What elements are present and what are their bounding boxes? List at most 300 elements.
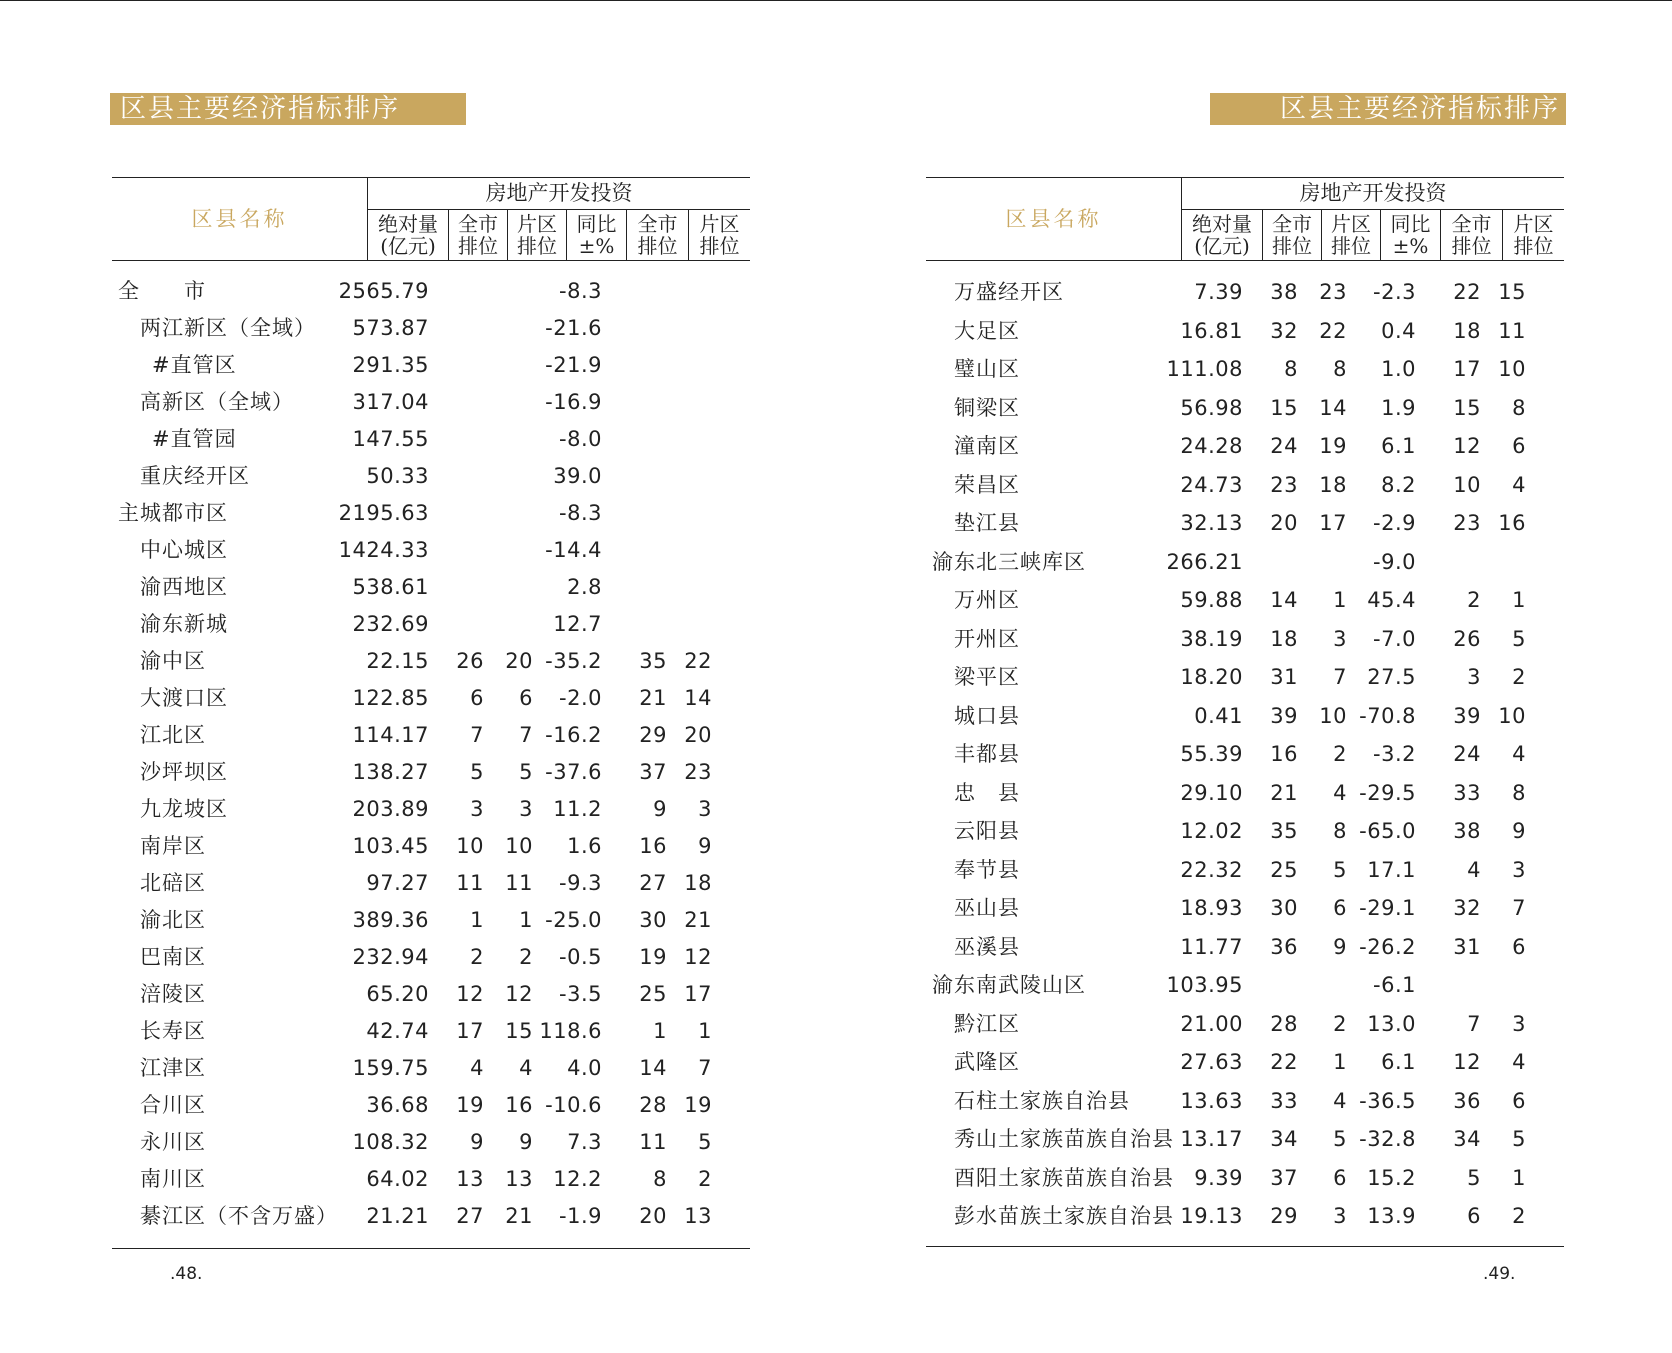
- table-row: [112, 495, 750, 532]
- zone-rank-cell: 9: [519, 1130, 533, 1154]
- district-name-cell: 璧山区: [954, 357, 1020, 381]
- yoy-zone-rank-cell: 1: [1512, 1165, 1526, 1190]
- city-rank-cell: 16: [1270, 742, 1298, 766]
- yoy-city-rank-cell: 29: [639, 723, 667, 747]
- table-row: [926, 1159, 1564, 1198]
- header-yoy: 同比 ±%: [566, 209, 626, 260]
- absolute-value-cell: 97.27: [366, 871, 429, 895]
- table-row: [112, 347, 750, 384]
- district-name-cell: 江北区: [140, 723, 206, 747]
- yoy-change-cell: 8.2: [1381, 472, 1416, 497]
- header-yoy: 同比 ±%: [1380, 209, 1440, 260]
- absolute-value-cell: 232.94: [352, 945, 429, 969]
- city-rank-cell: 17: [456, 1019, 484, 1043]
- yoy-city-rank-cell: 21: [639, 686, 667, 710]
- yoy-change-cell: -1.9: [559, 1204, 602, 1228]
- table-row: [926, 620, 1564, 659]
- absolute-value-cell: 291.35: [352, 353, 429, 377]
- yoy-city-rank-cell: 24: [1453, 742, 1481, 766]
- district-name-cell: 丰都县: [954, 742, 1020, 766]
- zone-rank-cell: 4: [519, 1056, 533, 1080]
- yoy-city-rank-cell: 31: [1453, 934, 1481, 959]
- zone-rank-cell: 6: [519, 686, 533, 710]
- yoy-change-cell: 11.2: [553, 797, 602, 821]
- absolute-value-cell: 50.33: [366, 464, 429, 488]
- city-rank-cell: 34: [1270, 1127, 1298, 1151]
- district-name-cell: 北碚区: [140, 871, 206, 895]
- table-row: [926, 350, 1564, 389]
- zone-rank-cell: 19: [1319, 434, 1347, 458]
- absolute-value-cell: 24.28: [1180, 434, 1243, 458]
- city-rank-cell: 28: [1270, 1011, 1298, 1036]
- yoy-zone-rank-cell: 7: [1512, 896, 1526, 920]
- yoy-city-rank-cell: 1: [653, 1019, 667, 1043]
- zone-rank-cell: 22: [1319, 318, 1347, 343]
- yoy-zone-rank-cell: 2: [1512, 1204, 1526, 1228]
- yoy-change-cell: 12.2: [553, 1167, 602, 1191]
- table-bottom-rule: [926, 1246, 1564, 1247]
- yoy-city-rank-cell: 12: [1453, 1050, 1481, 1074]
- yoy-zone-rank-cell: 5: [1512, 626, 1526, 651]
- district-name-cell: 永川区: [140, 1130, 206, 1154]
- yoy-city-rank-cell: 2: [1467, 588, 1481, 612]
- real-estate-investment-header: 房地产开发投资: [1181, 178, 1564, 210]
- yoy-change-cell: 118.6: [539, 1019, 602, 1043]
- table-row: [926, 466, 1564, 505]
- district-name-cell: 铜梁区: [954, 395, 1020, 420]
- yoy-change-cell: -37.6: [545, 760, 602, 784]
- zone-rank-cell: 8: [1333, 819, 1347, 843]
- district-name-cell: 高新区（全域）: [140, 390, 294, 414]
- district-name-cell: 梁平区: [954, 665, 1020, 689]
- district-name-cell: 重庆经开区: [140, 464, 250, 488]
- absolute-value-cell: 42.74: [366, 1019, 429, 1043]
- table-row: [112, 902, 750, 939]
- yoy-change-cell: 0.4: [1381, 318, 1416, 343]
- zone-rank-cell: 20: [505, 649, 533, 673]
- yoy-change-cell: 17.1: [1367, 857, 1416, 882]
- district-name-cell: #直管区: [152, 353, 237, 377]
- yoy-city-rank-cell: 34: [1453, 1127, 1481, 1151]
- absolute-value-cell: 16.81: [1180, 318, 1243, 343]
- yoy-city-rank-cell: 10: [1453, 472, 1481, 497]
- absolute-value-cell: 59.88: [1180, 588, 1243, 612]
- absolute-value-cell: 27.63: [1180, 1050, 1243, 1074]
- city-rank-cell: 38: [1270, 280, 1298, 304]
- zone-rank-cell: 12: [505, 982, 533, 1006]
- yoy-change-cell: -21.9: [545, 353, 602, 377]
- yoy-city-rank-cell: 30: [639, 908, 667, 932]
- yoy-zone-rank-cell: 15: [1498, 280, 1526, 304]
- yoy-city-rank-cell: 38: [1453, 819, 1481, 843]
- district-name-cell: 石柱土家族自治县: [954, 1088, 1130, 1113]
- table-row: [926, 1043, 1564, 1082]
- table-row: [926, 697, 1564, 736]
- header-zone-rank: 片区 排位: [1321, 209, 1380, 260]
- city-rank-cell: 23: [1270, 472, 1298, 497]
- zone-rank-cell: 1: [1333, 588, 1347, 612]
- yoy-change-cell: -29.1: [1359, 896, 1416, 920]
- yoy-change-cell: -7.0: [1373, 626, 1416, 651]
- yoy-zone-rank-cell: 13: [684, 1204, 712, 1228]
- city-rank-cell: 14: [1270, 588, 1298, 612]
- yoy-zone-rank-cell: 8: [1512, 780, 1526, 805]
- yoy-change-cell: -10.6: [545, 1093, 602, 1117]
- table-row: [112, 606, 750, 643]
- district-name-cell: 大渡口区: [140, 686, 228, 710]
- zone-rank-cell: 2: [1333, 742, 1347, 766]
- district-name-cell: 忠 县: [954, 780, 1020, 805]
- yoy-city-rank-cell: 33: [1453, 780, 1481, 805]
- indicator-table: [926, 177, 1564, 1247]
- yoy-change-cell: 2.8: [567, 575, 602, 599]
- table-row: [926, 1120, 1564, 1159]
- yoy-change-cell: 45.4: [1367, 588, 1416, 612]
- yoy-city-rank-cell: 15: [1453, 395, 1481, 420]
- zone-rank-cell: 6: [1333, 1165, 1347, 1190]
- yoy-city-rank-cell: 5: [1467, 1165, 1481, 1190]
- yoy-zone-rank-cell: 21: [684, 908, 712, 932]
- city-rank-cell: 37: [1270, 1165, 1298, 1190]
- yoy-change-cell: -8.0: [559, 427, 602, 451]
- district-name-cell: 酉阳土家族苗族自治县: [954, 1165, 1174, 1190]
- yoy-change-cell: 1.0: [1381, 357, 1416, 381]
- table-row: [112, 865, 750, 902]
- district-name-cell: 黔江区: [954, 1011, 1020, 1036]
- right-page: [836, 0, 1672, 1353]
- table-row: [112, 754, 750, 791]
- real-estate-investment-header: 房地产开发投资: [367, 178, 750, 210]
- district-name-cell: 巫溪县: [954, 934, 1020, 959]
- yoy-zone-rank-cell: 20: [684, 723, 712, 747]
- zone-rank-cell: 23: [1319, 280, 1347, 304]
- table-row: [112, 273, 750, 310]
- city-rank-cell: 11: [456, 871, 484, 895]
- header-absolute: 绝对量 (亿元): [367, 209, 448, 260]
- yoy-change-cell: 1.6: [567, 834, 602, 858]
- yoy-zone-rank-cell: 2: [1512, 665, 1526, 689]
- district-name-cell: 巴南区: [140, 945, 206, 969]
- absolute-value-cell: 122.85: [352, 686, 429, 710]
- city-rank-cell: 27: [456, 1204, 484, 1228]
- yoy-zone-rank-cell: 3: [1512, 1011, 1526, 1036]
- city-rank-cell: 12: [456, 982, 484, 1006]
- yoy-zone-rank-cell: 1: [1512, 588, 1526, 612]
- zone-rank-cell: 3: [1333, 626, 1347, 651]
- city-rank-cell: 10: [456, 834, 484, 858]
- yoy-change-cell: 12.7: [553, 612, 602, 636]
- yoy-change-cell: -2.9: [1373, 511, 1416, 535]
- zone-rank-cell: 3: [519, 797, 533, 821]
- table-row: [112, 828, 750, 865]
- yoy-change-cell: -0.5: [559, 945, 602, 969]
- absolute-value-cell: 538.61: [352, 575, 429, 599]
- absolute-value-cell: 56.98: [1180, 395, 1243, 420]
- zone-rank-cell: 21: [505, 1204, 533, 1228]
- district-name-cell: 彭水苗族土家族自治县: [954, 1204, 1174, 1228]
- yoy-change-cell: -9.0: [1373, 549, 1416, 574]
- zone-rank-cell: 18: [1319, 472, 1347, 497]
- table-row: [926, 389, 1564, 428]
- table-row: [926, 774, 1564, 813]
- zone-rank-cell: 4: [1333, 1088, 1347, 1113]
- yoy-city-rank-cell: 39: [1453, 703, 1481, 728]
- yoy-change-cell: 27.5: [1367, 665, 1416, 689]
- table-row: [926, 928, 1564, 967]
- table-bottom-rule: [112, 1248, 750, 1249]
- yoy-change-cell: -21.6: [545, 316, 602, 340]
- yoy-change-cell: -35.2: [545, 649, 602, 673]
- zone-rank-cell: 1: [519, 908, 533, 932]
- absolute-value-cell: 29.10: [1180, 780, 1243, 805]
- yoy-change-cell: -2.0: [559, 686, 602, 710]
- district-name-cell: 秀山土家族苗族自治县: [954, 1127, 1174, 1151]
- yoy-change-cell: 13.0: [1367, 1011, 1416, 1036]
- yoy-city-rank-cell: 3: [1467, 665, 1481, 689]
- yoy-city-rank-cell: 14: [639, 1056, 667, 1080]
- absolute-value-cell: 266.21: [1166, 549, 1243, 574]
- yoy-zone-rank-cell: 5: [698, 1130, 712, 1154]
- yoy-change-cell: -29.5: [1359, 780, 1416, 805]
- absolute-value-cell: 138.27: [352, 760, 429, 784]
- yoy-change-cell: 1.9: [1381, 395, 1416, 420]
- yoy-city-rank-cell: 17: [1453, 357, 1481, 381]
- absolute-value-cell: 0.41: [1194, 703, 1243, 728]
- city-rank-cell: 2: [470, 945, 484, 969]
- absolute-value-cell: 32.13: [1180, 511, 1243, 535]
- district-name-header: 区县名称: [191, 207, 288, 231]
- district-name-cell: 云阳县: [954, 819, 1020, 843]
- district-name-cell: 万盛经开区: [954, 280, 1064, 304]
- yoy-city-rank-cell: 28: [639, 1093, 667, 1117]
- district-name-cell: 武隆区: [954, 1050, 1020, 1074]
- yoy-change-cell: -16.9: [545, 390, 602, 414]
- zone-rank-cell: 11: [505, 871, 533, 895]
- yoy-change-cell: -25.0: [545, 908, 602, 932]
- city-rank-cell: 18: [1270, 626, 1298, 651]
- section-banner: 区县主要经济指标排序: [1210, 93, 1566, 125]
- table-row: [112, 1124, 750, 1161]
- zone-rank-cell: 17: [1319, 511, 1347, 535]
- yoy-change-cell: -32.8: [1359, 1127, 1416, 1151]
- district-name-cell: 主城都市区: [118, 501, 228, 525]
- city-rank-cell: 8: [1284, 357, 1298, 381]
- yoy-zone-rank-cell: 4: [1512, 742, 1526, 766]
- table-row: [926, 889, 1564, 928]
- city-rank-cell: 29: [1270, 1204, 1298, 1228]
- absolute-value-cell: 111.08: [1166, 357, 1243, 381]
- header-zone-rank-2: 片区 排位: [688, 209, 750, 260]
- yoy-change-cell: 15.2: [1367, 1165, 1416, 1190]
- city-rank-cell: 9: [470, 1130, 484, 1154]
- district-name-cell: 渝中区: [140, 649, 206, 673]
- table-row: [112, 1050, 750, 1087]
- city-rank-cell: 19: [456, 1093, 484, 1117]
- table-row: [112, 1198, 750, 1235]
- city-rank-cell: 32: [1270, 318, 1298, 343]
- yoy-city-rank-cell: 16: [639, 834, 667, 858]
- absolute-value-cell: 21.21: [366, 1204, 429, 1228]
- yoy-city-rank-cell: 12: [1453, 434, 1481, 458]
- yoy-zone-rank-cell: 3: [698, 797, 712, 821]
- absolute-value-cell: 389.36: [352, 908, 429, 932]
- table-row: [112, 421, 750, 458]
- table-row: [112, 680, 750, 717]
- absolute-value-cell: 13.63: [1180, 1088, 1243, 1113]
- district-name-cell: 渝西地区: [140, 575, 228, 599]
- section-banner: 区县主要经济指标排序: [110, 93, 466, 125]
- yoy-zone-rank-cell: 23: [684, 760, 712, 784]
- district-name-cell: 渝东南武陵山区: [932, 973, 1086, 997]
- district-name-cell: #直管园: [152, 427, 237, 451]
- absolute-value-cell: 21.00: [1180, 1011, 1243, 1036]
- yoy-city-rank-cell: 20: [639, 1204, 667, 1228]
- absolute-value-cell: 13.17: [1180, 1127, 1243, 1151]
- zone-rank-cell: 1: [1333, 1050, 1347, 1074]
- yoy-change-cell: -70.8: [1359, 703, 1416, 728]
- table-row: [926, 427, 1564, 466]
- city-rank-cell: 21: [1270, 780, 1298, 805]
- absolute-value-cell: 12.02: [1180, 819, 1243, 843]
- table-row: [112, 532, 750, 569]
- table-row: [926, 1005, 1564, 1044]
- district-name-cell: 渝东北三峡库区: [932, 549, 1086, 574]
- district-name-cell: 涪陵区: [140, 982, 206, 1006]
- yoy-zone-rank-cell: 4: [1512, 472, 1526, 497]
- district-name-cell: 九龙坡区: [140, 797, 228, 821]
- table-row: [926, 1082, 1564, 1121]
- yoy-change-cell: 4.0: [567, 1056, 602, 1080]
- district-name-cell: 奉节县: [954, 857, 1020, 882]
- header-absolute: 绝对量 (亿元): [1181, 209, 1262, 260]
- zone-rank-cell: 15: [505, 1019, 533, 1043]
- page-number: .48.: [170, 1264, 203, 1284]
- district-name-cell: 万州区: [954, 588, 1020, 612]
- yoy-change-cell: -3.2: [1373, 742, 1416, 766]
- yoy-city-rank-cell: 4: [1467, 857, 1481, 882]
- table-row: [112, 717, 750, 754]
- absolute-value-cell: 1424.33: [338, 538, 429, 562]
- header-city-rank-2: 全市 排位: [626, 209, 688, 260]
- yoy-city-rank-cell: 27: [639, 871, 667, 895]
- table-row: [112, 976, 750, 1013]
- zone-rank-cell: 4: [1333, 780, 1347, 805]
- yoy-zone-rank-cell: 8: [1512, 395, 1526, 420]
- table-row: [926, 273, 1564, 312]
- city-rank-cell: 35: [1270, 819, 1298, 843]
- table-header: [926, 177, 1564, 261]
- city-rank-cell: 20: [1270, 511, 1298, 535]
- city-rank-cell: 25: [1270, 857, 1298, 882]
- zone-rank-cell: 13: [505, 1167, 533, 1191]
- zone-rank-cell: 7: [519, 723, 533, 747]
- yoy-city-rank-cell: 36: [1453, 1088, 1481, 1113]
- table-row: [926, 851, 1564, 890]
- zone-rank-cell: 16: [505, 1093, 533, 1117]
- yoy-zone-rank-cell: 10: [1498, 357, 1526, 381]
- yoy-zone-rank-cell: 6: [1512, 434, 1526, 458]
- yoy-change-cell: -26.2: [1359, 934, 1416, 959]
- district-name-cell: 南川区: [140, 1167, 206, 1191]
- absolute-value-cell: 38.19: [1180, 626, 1243, 651]
- absolute-value-cell: 114.17: [352, 723, 429, 747]
- city-rank-cell: 7: [470, 723, 484, 747]
- yoy-city-rank-cell: 22: [1453, 280, 1481, 304]
- absolute-value-cell: 108.32: [352, 1130, 429, 1154]
- table-row: [926, 1197, 1564, 1236]
- table-row: [112, 1087, 750, 1124]
- yoy-zone-rank-cell: 19: [684, 1093, 712, 1117]
- city-rank-cell: 36: [1270, 934, 1298, 959]
- header-city-rank-2: 全市 排位: [1440, 209, 1502, 260]
- city-rank-cell: 6: [470, 686, 484, 710]
- table-row: [112, 939, 750, 976]
- yoy-zone-rank-cell: 2: [698, 1167, 712, 1191]
- yoy-zone-rank-cell: 7: [698, 1056, 712, 1080]
- absolute-value-cell: 11.77: [1180, 934, 1243, 959]
- district-name-cell: 潼南区: [954, 434, 1020, 458]
- absolute-value-cell: 147.55: [352, 427, 429, 451]
- yoy-zone-rank-cell: 9: [698, 834, 712, 858]
- absolute-value-cell: 2565.79: [338, 279, 429, 303]
- city-rank-cell: 15: [1270, 395, 1298, 420]
- yoy-city-rank-cell: 26: [1453, 626, 1481, 651]
- district-name-cell: 荣昌区: [954, 472, 1020, 497]
- yoy-zone-rank-cell: 6: [1512, 1088, 1526, 1113]
- yoy-city-rank-cell: 11: [639, 1130, 667, 1154]
- city-rank-cell: 13: [456, 1167, 484, 1191]
- district-name-cell: 大足区: [954, 318, 1020, 343]
- table-row: [926, 581, 1564, 620]
- table-row: [112, 458, 750, 495]
- absolute-value-cell: 103.45: [352, 834, 429, 858]
- absolute-value-cell: 9.39: [1194, 1165, 1243, 1190]
- absolute-value-cell: 18.20: [1180, 665, 1243, 689]
- yoy-change-cell: -16.2: [545, 723, 602, 747]
- yoy-change-cell: -6.1: [1373, 973, 1416, 997]
- yoy-city-rank-cell: 9: [653, 797, 667, 821]
- city-rank-cell: 26: [456, 649, 484, 673]
- yoy-change-cell: 39.0: [553, 464, 602, 488]
- zone-rank-cell: 3: [1333, 1204, 1347, 1228]
- table-row: [926, 543, 1564, 582]
- yoy-zone-rank-cell: 3: [1512, 857, 1526, 882]
- table-row: [112, 643, 750, 680]
- absolute-value-cell: 573.87: [352, 316, 429, 340]
- indicator-table: [112, 177, 750, 1249]
- yoy-change-cell: -14.4: [545, 538, 602, 562]
- district-name-cell: 两江新区（全域）: [140, 316, 316, 340]
- table-row: [926, 735, 1564, 774]
- absolute-value-cell: 103.95: [1166, 973, 1243, 997]
- table-row: [112, 1013, 750, 1050]
- district-name-cell: 中心城区: [140, 538, 228, 562]
- absolute-value-cell: 7.39: [1194, 280, 1243, 304]
- yoy-change-cell: 13.9: [1367, 1204, 1416, 1228]
- yoy-change-cell: 6.1: [1381, 434, 1416, 458]
- absolute-value-cell: 24.73: [1180, 472, 1243, 497]
- yoy-city-rank-cell: 35: [639, 649, 667, 673]
- city-rank-cell: 33: [1270, 1088, 1298, 1113]
- absolute-value-cell: 65.20: [366, 982, 429, 1006]
- yoy-city-rank-cell: 6: [1467, 1204, 1481, 1228]
- yoy-zone-rank-cell: 17: [684, 982, 712, 1006]
- yoy-change-cell: -8.3: [559, 501, 602, 525]
- table-body: [926, 261, 1564, 1236]
- table-header: [112, 177, 750, 261]
- yoy-zone-rank-cell: 5: [1512, 1127, 1526, 1151]
- absolute-value-cell: 22.15: [366, 649, 429, 673]
